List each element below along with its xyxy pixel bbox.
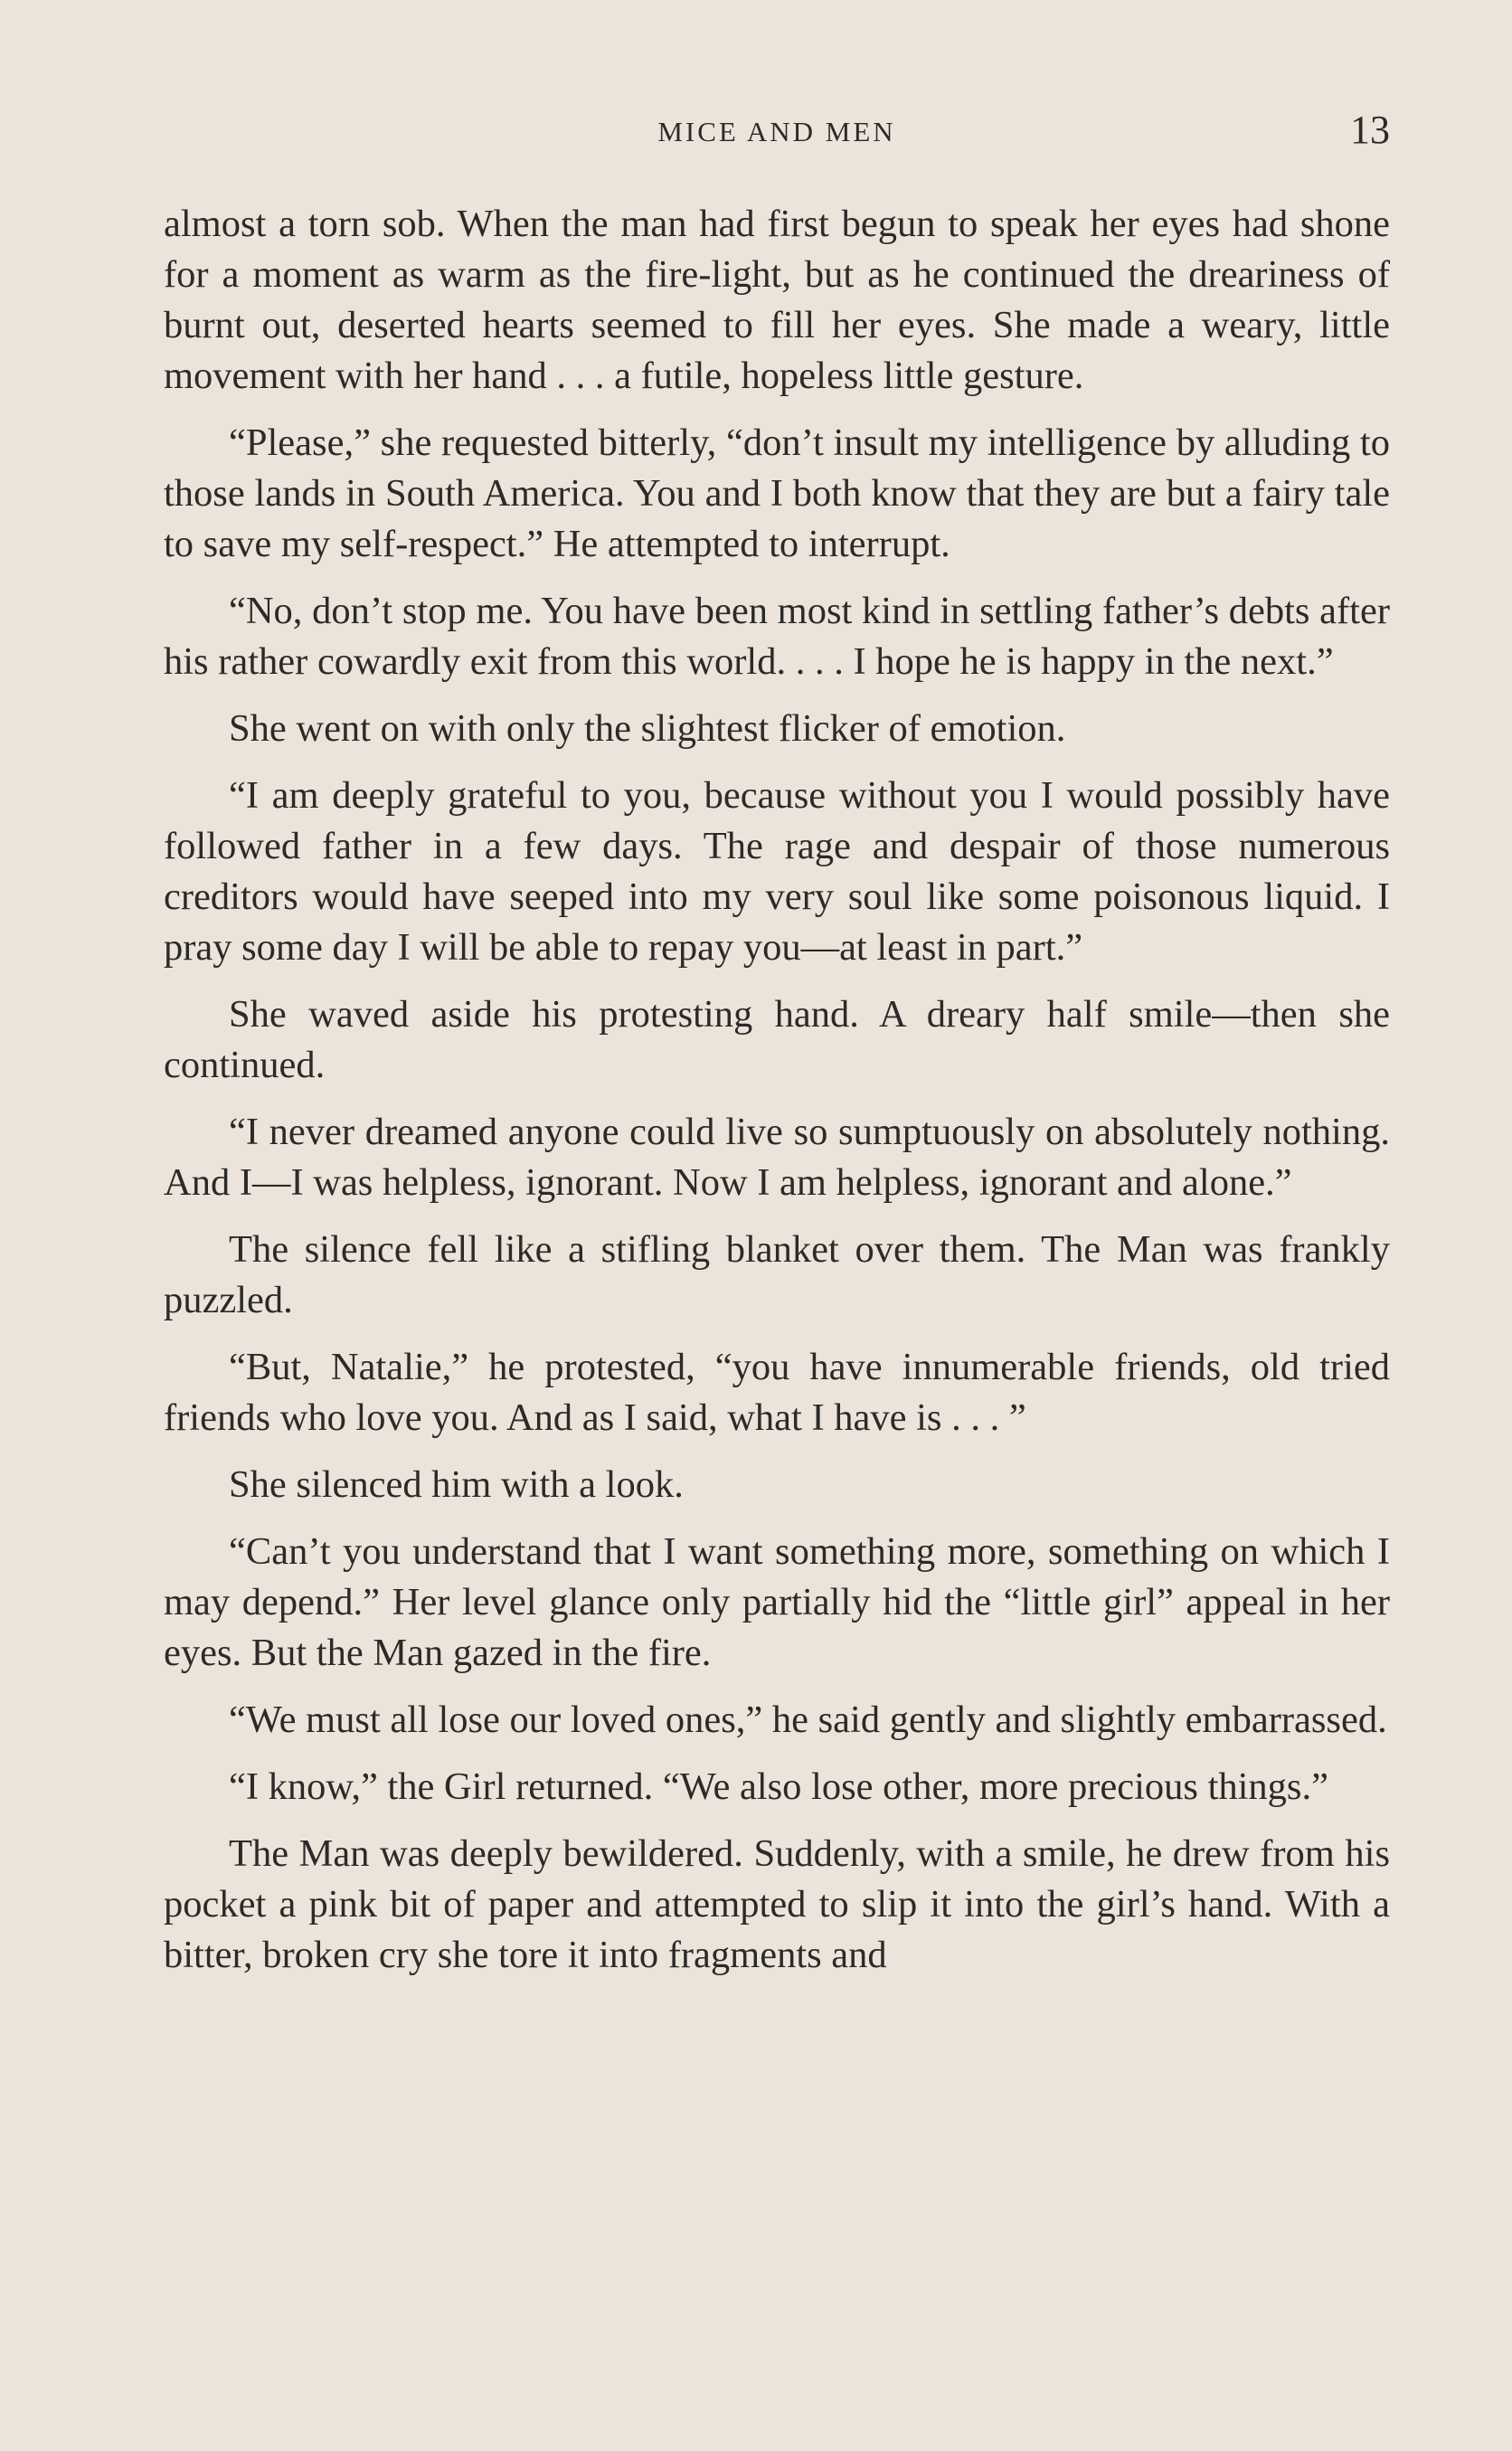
paragraph: She went on with only the slightest flicker of emotion. bbox=[229, 707, 1066, 750]
paragraph: “We must all lose our loved ones,” he said gently and slightly embarrassed. bbox=[229, 1699, 1387, 1741]
paragraph: The Man was deeply bewildered. Suddenly, with a smile, he drew from his pocket a pink bit of paper and attempted to slip it into the girl’s hand. With a bitter, broken cry she tore it into fragments and bbox=[164, 1832, 1390, 1976]
paragraph: “I am deeply grateful to you, because without you I would possibly have followed father in a few days. The rage and despair of those numerous creditors would have seeped into my very soul like some poisonous liquid. I pray some day I will be able to repay you—at least in part.” bbox=[164, 774, 1390, 969]
paragraph: She waved aside his protesting hand. A dreary half smile—then she continued. bbox=[164, 993, 1390, 1086]
running-title: MICE AND MEN bbox=[657, 116, 896, 147]
paragraph: She silenced him with a look. bbox=[229, 1463, 684, 1506]
running-head bbox=[164, 107, 1390, 161]
paragraph: “Please,” she requested bitterly, “don’t insult my intelligence by alluding to those lands in South America. You and I both know that they are but a fairy tale to save my self-respect.” He attempted to interrupt. bbox=[164, 421, 1390, 565]
paragraph: “Can’t you understand that I want something more, something on which I may depend.” Her level glance only partially hid the “little girl” appeal in her eyes. But the Man gazed in the fire. bbox=[164, 1530, 1390, 1674]
paragraph: almost a torn sob. When the man had first begun to speak her eyes had shone for a moment as warm as the fire-light, but as he continued the dreariness of burnt out, deserted hearts seemed to fill her eyes. She made a weary, little movement with her hand . . . a futile, hopeless little gesture. bbox=[164, 203, 1390, 397]
paragraph: “I know,” the Girl returned. “We also lose other, more precious things.” bbox=[229, 1765, 1328, 1808]
page-number: 13 bbox=[1350, 108, 1390, 152]
paragraph: The silence fell like a stifling blanket over them. The Man was frankly puzzled. bbox=[164, 1228, 1390, 1321]
paragraph: “I never dreamed anyone could live so sumptuously on absolutely nothing. And I—I was helpless, ignorant. Now I am helpless, ignorant and alone.” bbox=[164, 1111, 1390, 1204]
paragraph: “But, Natalie,” he protested, “you have innumerable friends, old tried friends who love you. And as I said, what I have is . . . ” bbox=[164, 1346, 1390, 1439]
paragraph: “No, don’t stop me. You have been most kind in settling father’s debts after his rather cowardly exit from this world. . . . I hope he is happy in the next.” bbox=[164, 590, 1390, 683]
body-text bbox=[164, 199, 1390, 1997]
